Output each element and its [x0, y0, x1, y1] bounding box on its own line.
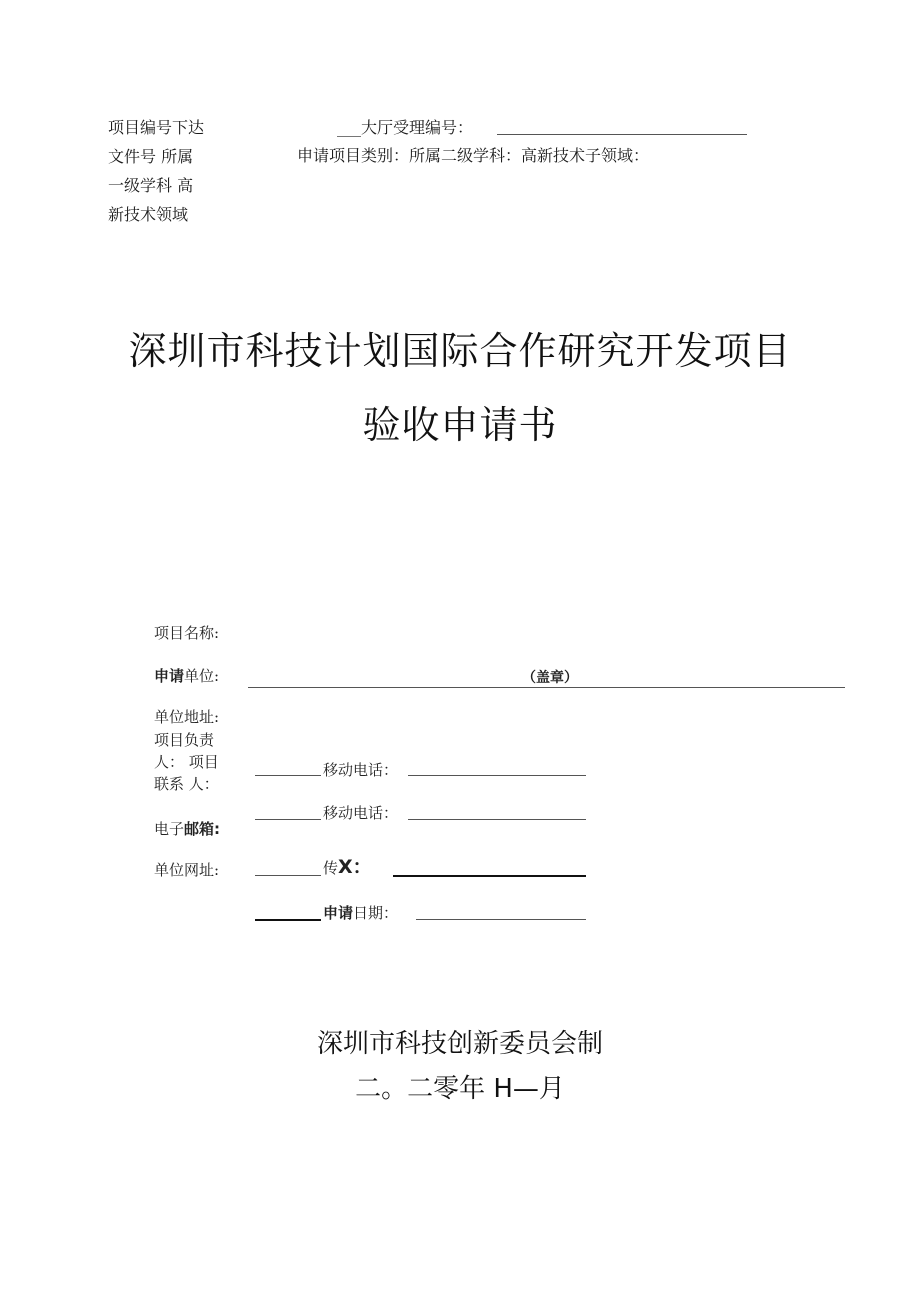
apply-date-field[interactable] — [416, 919, 586, 920]
leader-label-line: 人： 项目 — [154, 753, 219, 771]
issue-date: 二。二零年 H—月 — [355, 1074, 565, 1104]
apply-date-label-bold: 申请 — [323, 904, 354, 922]
leader-label-line: 联系 人： — [154, 775, 219, 793]
header-left-line: 新技术领域 — [108, 205, 189, 224]
leader-contact-labels — [154, 729, 219, 795]
address-label: 单位地址: — [154, 708, 220, 726]
leader-label-line: 项目负责 — [154, 731, 215, 749]
hall-prefix: ___ — [337, 118, 361, 137]
fax-label-bold: X： — [338, 856, 372, 878]
project-name-label: 项目名称: — [154, 624, 220, 642]
website-field[interactable] — [255, 875, 321, 876]
apply-date-prefix-field[interactable] — [255, 919, 321, 921]
mobile-label-1: 移动电话： — [323, 761, 399, 779]
fax-field[interactable] — [393, 875, 586, 877]
doc-title-line1: 深圳市科技计划国际合作研究开发项目 — [128, 329, 792, 373]
fax-label — [323, 856, 372, 879]
header-left-line: 项目编号下达 — [108, 118, 205, 137]
contact-mobile-field[interactable] — [408, 819, 586, 820]
hall-number-row — [337, 118, 473, 138]
header-left-line: 文件号 所属 — [108, 147, 194, 166]
issuing-org: 深圳市科技创新委员会制 — [316, 1029, 603, 1059]
apply-date-label — [323, 902, 398, 924]
contact-name-field[interactable] — [255, 819, 321, 820]
email-label — [154, 818, 220, 840]
applicant-label-bold: 申请 — [154, 667, 185, 685]
applicant-label-rest: 单位: — [184, 667, 220, 685]
doc-title-line2: 验收申请书 — [362, 403, 558, 447]
hall-number-field[interactable] — [497, 134, 747, 135]
seal-note: （盖章） — [522, 670, 578, 686]
header-left-block — [108, 118, 204, 234]
applicant-label — [154, 665, 219, 687]
hall-number-label: 大厅受理编号： — [361, 118, 474, 137]
apply-date-label-rest: 日期： — [353, 904, 399, 922]
leader-mobile-field[interactable] — [408, 775, 586, 776]
fax-label-plain: 传 — [323, 859, 339, 877]
website-label: 单位网址: — [154, 861, 220, 879]
leader-name-field[interactable] — [255, 775, 321, 776]
email-label-bold: 邮箱: — [184, 820, 221, 838]
mobile-label-2: 移动电话： — [323, 804, 399, 822]
header-left-line: 一级学科 高 — [108, 176, 194, 195]
applicant-field[interactable] — [248, 687, 845, 688]
email-label-plain: 电子 — [154, 820, 185, 838]
category-line: 申请项目类别：所属二级学科：高新技术子领域： — [297, 146, 650, 165]
